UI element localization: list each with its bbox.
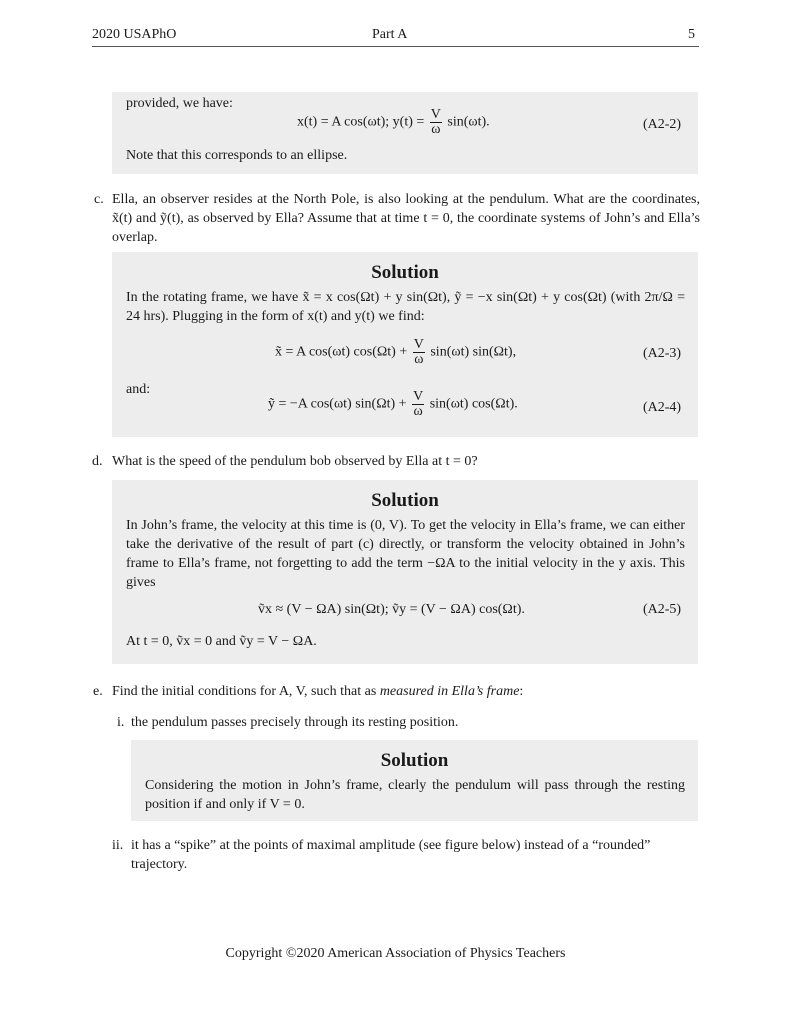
part-e-text: [112, 682, 523, 701]
part-c-text: Ella, an observer resides at the North Pole, is also looking at the pendulum. What are the coordinates, x̃(t) and ỹ(t), as observed by Ella? Assume that at time t = 0, the coordinate systems of John’s and Ella’s overlap.: [112, 192, 700, 245]
frac-numerator: V: [413, 337, 424, 352]
box1-intro: provided, we have:: [126, 96, 233, 111]
solution-box-d: [112, 480, 698, 664]
eq-a2-4-left: ỹ = −A cos(ωt) sin(Ωt) +: [268, 396, 407, 412]
part-c-marker: c.: [94, 192, 104, 207]
header-center: Part A: [372, 27, 408, 42]
eq-a2-3-left: x̃ = A cos(ωt) cos(Ωt) +: [275, 344, 408, 360]
solution-title: Solution: [371, 490, 439, 511]
header-rule: [92, 46, 699, 47]
equation-label-a2-5: (A2-5): [643, 602, 682, 617]
equation-a2-5: ṽx ≈ (V − ΩA) sin(Ωt); ṽy = (V − ΩA) cos(Ωt).: [258, 602, 525, 617]
and-text: and:: [126, 382, 151, 397]
solution-d-result: At t = 0, ṽx = 0 and ṽy = V − ΩA.: [126, 634, 317, 649]
solution-box-a2-2: [112, 92, 698, 174]
frac-numerator: V: [430, 107, 441, 122]
solution-c-text: In the rotating frame, we have x̃ = x cos(Ωt) + y sin(Ωt), ỹ = −x sin(Ωt) + y cos(Ωt) (with 2π/Ω = 24 hrs). Plugging in the form of x(t) and y(t) we find:: [126, 290, 685, 324]
equation-label-a2-2: (A2-2): [643, 117, 682, 132]
equation-a2-2: [297, 108, 490, 137]
header-left: 2020 USAPhO: [92, 27, 177, 42]
solution-title: Solution: [380, 750, 449, 771]
page-number: 5: [688, 27, 695, 42]
eq-a2-2-right: sin(ωt).: [447, 114, 490, 130]
box1-note: Note that this corresponds to an ellipse.: [126, 148, 348, 163]
frac-numerator: V: [413, 389, 424, 404]
part-e-i-text: the pendulum passes precisely through its resting position.: [131, 715, 459, 730]
solution-e-i-text: Considering the motion in John’s frame, clearly the pendulum will pass through the resting position if and only if V = 0.: [145, 778, 685, 812]
eq-a2-3-right: sin(ωt) sin(Ωt),: [430, 344, 517, 360]
eq-a2-4-right: sin(ωt) cos(Ωt).: [429, 396, 518, 412]
copyright-footer: Copyright ©2020 American Association of Physics Teachers: [225, 946, 566, 961]
part-d-marker: d.: [92, 454, 103, 469]
part-e-i-marker: i.: [117, 715, 125, 730]
part-e-text-after: :: [519, 684, 524, 699]
equation-a2-4: [268, 390, 518, 419]
solution-d-text: In John’s frame, the velocity at this time is (0, V). To get the velocity in Ella’s frame, we can either take the derivative of the result of part (c) directly, or transform the velocity obtained in John’s frame to Ella’s frame, not forgetting to add the term −ΩA to the initial velocity in the y axis. This gives: [126, 518, 685, 590]
part-e-ii-marker: ii.: [112, 838, 124, 853]
solution-box-e-i: [131, 740, 698, 821]
part-e-marker: e.: [93, 684, 103, 699]
solution-box-c: [112, 252, 698, 437]
frac-denominator: ω: [431, 122, 441, 137]
eq-a2-3-fraction: [413, 338, 425, 367]
equation-a2-3: [275, 338, 516, 367]
eq-a2-2-fraction: [430, 108, 442, 137]
eq-a2-4-fraction: [412, 390, 424, 419]
equation-label-a2-3: (A2-3): [643, 346, 682, 361]
part-e-ii-text: it has a “spike” at the points of maximal amplitude (see figure below) instead of a “rounded” trajectory.: [131, 838, 651, 872]
frac-denominator: ω: [414, 352, 424, 367]
eq-a2-2-left: x(t) = A cos(ωt); y(t) =: [297, 114, 425, 130]
part-e-text-italic: measured in Ella’s frame: [379, 684, 520, 699]
equation-label-a2-4: (A2-4): [643, 400, 682, 415]
part-e-text-before: Find the initial conditions for A, V, such that as: [112, 684, 377, 699]
frac-denominator: ω: [413, 404, 423, 419]
solution-title: Solution: [371, 262, 439, 283]
part-d-text: What is the speed of the pendulum bob observed by Ella at t = 0?: [112, 454, 478, 469]
